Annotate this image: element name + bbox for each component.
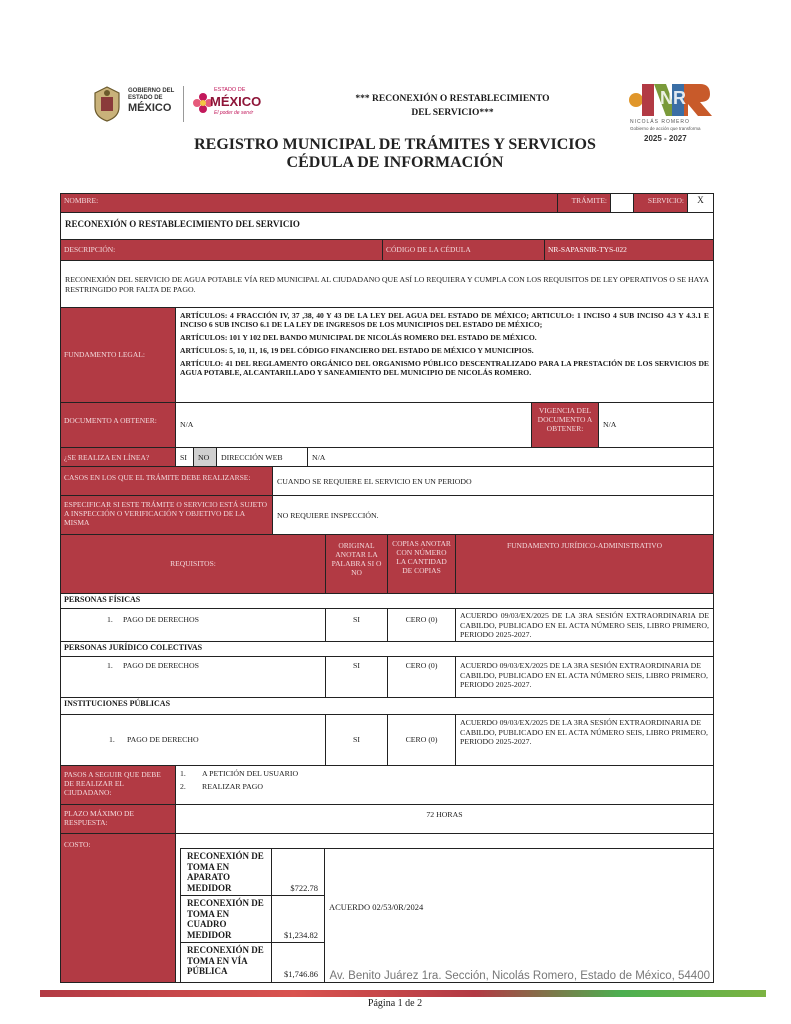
req-copias: CERO (0)	[387, 608, 456, 642]
original-header: ORIGINAL ANOTAR LA PALABRA SI O NO	[325, 534, 388, 594]
costo-concepto: RECONEXIÓN DE TOMA EN CUADRO MEDIDOR	[180, 895, 272, 943]
plazo-label: PLAZO MÁXIMO DE RESPUESTA:	[60, 804, 176, 834]
descripcion-value: RECONEXIÓN DEL SERVICIO DE AGUA POTABLE VÍA RED MUNICIPAL AL CIUDADANO QUE ASÍ LO REQUIERA Y CUMPLA CON LOS REQUISITOS DE LEY OPERATIVOS O SE HAYA RESTRINGIDO POR FALTA DE PAGO.	[60, 260, 714, 308]
paso-text: A PETICIÓN DEL USUARIO	[202, 769, 299, 778]
notice-line-1: *** RECONEXIÓN O RESTABLECIMIENTO	[355, 94, 550, 104]
req-num: 1.	[107, 615, 113, 624]
gob-line-1: GOBIERNO DEL	[128, 88, 175, 94]
casos-label: CASOS EN LOS QUE EL TRÁMITE DEBE REALIZARSE:	[60, 466, 273, 496]
descripcion-label: DESCRIPCIÓN:	[60, 239, 383, 261]
costo-acuerdo: ACUERDO 02/53/0R/2024	[324, 848, 714, 983]
paso-item	[180, 782, 709, 792]
costo-concepto: RECONEXIÓN DE TOMA EN APARATO MEDIDOR	[180, 848, 272, 896]
section-title: INSTITUCIONES PÚBLICAS	[60, 697, 714, 715]
gob-edomex-logo	[92, 85, 180, 125]
nr-tag-1: NICOLÁS ROMERO	[630, 119, 690, 125]
logo-divider	[183, 86, 184, 122]
costo-monto: $1,234.82	[271, 895, 325, 943]
tramite-checkbox	[610, 193, 634, 213]
costo-label: COSTO:	[60, 833, 176, 983]
paso-num: 2.	[180, 781, 186, 791]
req-fund: ACUERDO 09/03/EX/2025 DE LA 3RA SESIÓN EXTRAORDINARIA DE CABILDO, PUBLICADO EN EL ACTA NÚMERO SEIS, LIBRO PRIMERO, PERIODO 2025-2027.	[455, 608, 714, 642]
req-fund: ACUERDO 09/03/EX/2025 DE LA 3RA SESIÓN EXTRAORDINARIA DE CABILDO, PUBLICADO EN EL ACTA NÚMERO SEIS, LIBRO PRIMERO, PERIODO 2025-2027.	[455, 714, 714, 766]
req-original: SI	[325, 608, 388, 642]
fundamento-line-1: ARTÍCULOS: 4 FRACCIÓN IV, 37 ,38, 40 Y 43 DE LA LEY DEL AGUA DEL ESTADO DE MÉXICO; ARTICULO: 1 INCISO 4 SUB INCISO 4.3 Y 4.3.1 E INCISO 6 SUB INCISO 6.1 DE LA LEY DE INGRESOS DE LOS MUNICIPIOS DEL ESTADO DE MÉXICO;	[180, 311, 709, 329]
si-option: SI	[175, 447, 194, 467]
codigo-label: CÓDIGO DE LA CÉDULA	[382, 239, 545, 261]
req-item	[60, 656, 326, 698]
gob-line-2: ESTADO DE	[128, 95, 163, 101]
vigencia-value: N/A	[598, 402, 714, 448]
paso-num: 1.	[180, 769, 186, 778]
no-option: NO	[193, 447, 217, 467]
req-original: SI	[325, 656, 388, 698]
documento-label: DOCUMENTO A OBTENER:	[60, 402, 176, 448]
fundamento-list	[175, 307, 714, 403]
req-text: PAGO DE DERECHOS	[123, 661, 199, 670]
inspeccion-label: ESPECIFICAR SI ESTE TRÁMITE O SERVICIO ESTÁ SUJETO A INSPECCIÓN O VERIFICACIÓN Y OBJETIVO DE LA MISMA	[60, 495, 273, 535]
nr-logo-text: NR	[660, 88, 686, 108]
title-line-2: CÉDULA DE INFORMACIÓN	[286, 154, 504, 171]
req-header: REQUISITOS:	[60, 534, 326, 594]
title-line-1: REGISTRO MUNICIPAL DE TRÁMITES Y SERVICIOS	[194, 136, 596, 153]
req-text: PAGO DE DERECHOS	[123, 615, 199, 624]
codigo-value: NR-SAPASNIR-TYS-022	[544, 239, 714, 261]
servicio-label: SERVICIO:	[633, 193, 688, 213]
nr-tag-2: Gobierno de acción que transforma	[630, 126, 701, 131]
paso-text: REALIZAR PAGO	[202, 781, 264, 791]
documento-value: N/A	[175, 402, 532, 448]
fundamento-label: FUNDAMENTO LEGAL:	[60, 307, 176, 403]
req-copias: CERO (0)	[387, 714, 456, 766]
plazo-value: 72 HORAS	[175, 804, 714, 834]
web-label: DIRECCIÓN WEB	[216, 447, 308, 467]
footer-address: Av. Benito Juárez 1ra. Sección, Nicolás Romero, Estado de México, 54400	[329, 970, 710, 982]
req-item	[60, 714, 326, 766]
page-number: Página 1 de 2	[367, 998, 423, 1009]
inspeccion-value: NO REQUIERE INSPECCIÓN.	[272, 495, 714, 535]
req-num: 1.	[107, 661, 113, 670]
coat-of-arms-icon	[92, 85, 122, 123]
fundamento-line-3: ARTÍCULOS: 5, 10, 11, 16, 19 DEL CÓDIGO FINANCIERO DEL ESTADO DE MÉXICO Y MUNICIPIOS.	[180, 346, 534, 355]
costo-monto: $722.78	[271, 848, 325, 896]
paso-item	[180, 769, 709, 779]
req-num: 1.	[109, 735, 115, 744]
section-title: PERSONAS JURÍDICO COLECTIVAS	[60, 641, 714, 657]
notice-line-2: DEL SERVICIO***	[411, 108, 494, 118]
costo-concepto: RECONEXIÓN DE TOMA EN VÍA PÚBLICA	[180, 942, 272, 983]
vigencia-label: VIGENCIA DEL DOCUMENTO A OBTENER:	[531, 402, 599, 448]
req-original: SI	[325, 714, 388, 766]
gob-line-3: MÉXICO	[128, 102, 172, 114]
fund-header: FUNDAMENTO JURÍDICO-ADMINISTRATIVO	[455, 534, 714, 594]
nombre-label: NOMBRE:	[60, 193, 558, 213]
page-title	[150, 136, 640, 172]
section-title: PERSONAS FÍSICAS	[60, 593, 714, 609]
edomex-big: MÉXICO	[210, 94, 262, 109]
req-copias: CERO (0)	[387, 656, 456, 698]
edomex-small: ESTADO DE	[214, 87, 246, 93]
enlinea-label: ¿SE REALIZA EN LÍNEA?	[60, 447, 176, 467]
copias-header: COPIAS ANOTAR CON NÚMERO LA CANTIDAD DE COPIAS	[387, 534, 456, 594]
fundamento-line-2: ARTÍCULOS: 101 Y 102 DEL BANDO MUNICIPAL DE NICOLÁS ROMERO DEL ESTADO DE MÉXICO.	[180, 333, 537, 342]
req-fund: ACUERDO 09/03/EX/2025 DE LA 3RA SESIÓN EXTRAORDINARIA DE CABILDO, PUBLICADO EN EL ACTA NÚMERO SEIS, LIBRO PRIMERO, PERIODO 2025-2027.	[455, 656, 714, 698]
fundamento-line-4: ARTÍCULO: 41 DEL REGLAMENTO ORGÁNICO DEL ORGANISMO PÚBLICO DESCENTRALIZADO PARA LA PRESTACIÓN DE LOS SERVICIOS DE AGUA POTABLE, ALCANTARILLADO Y SANEAMIENTO DEL MUNICIPIO DE NICOLÁS ROMERO.	[180, 359, 709, 377]
notice	[330, 92, 575, 120]
costo-monto: $1,746.86	[271, 942, 325, 983]
req-text: PAGO DE DERECHO	[127, 735, 199, 744]
edomex-tag: El poder de servir	[214, 110, 254, 116]
pasos-list	[175, 765, 714, 805]
servicio-checkbox: X	[687, 193, 714, 213]
nr-years: 2025 - 2027	[644, 134, 687, 143]
nombre-value: RECONEXIÓN O RESTABLECIMIENTO DEL SERVICIO	[60, 212, 714, 240]
nr-logo	[626, 80, 722, 146]
edomex-brand-logo	[192, 86, 262, 122]
web-value: N/A	[307, 447, 714, 467]
req-item	[60, 608, 326, 642]
pasos-label: PASOS A SEGUIR QUE DEBE DE REALIZAR EL CIUDADANO:	[60, 765, 176, 805]
casos-value: CUANDO SE REQUIERE EL SERVICIO EN UN PERIODO	[272, 466, 714, 496]
tramite-label: TRÁMITE:	[557, 193, 611, 213]
footer-stripe	[40, 990, 766, 997]
